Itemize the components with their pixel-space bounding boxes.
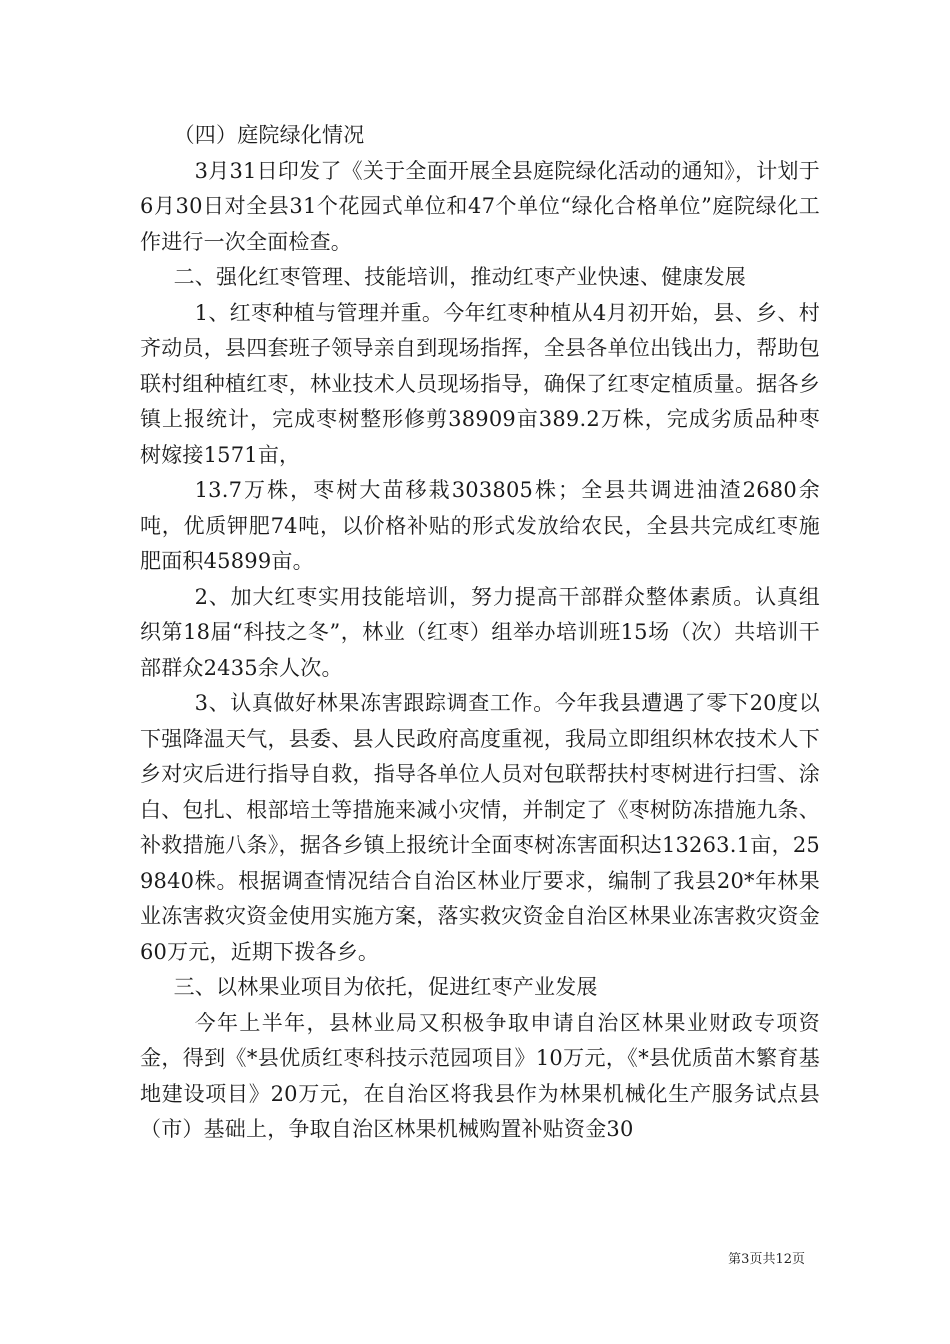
- paragraph-jujube-planting: 1、红枣种植与管理并重。今年红枣种植从4月初开始，县、乡、村齐动员，县四套班子领导亲自到现场指挥，全县各单位出钱出力，帮助包联村组种植红枣，林业技术人员现场指导，确保了红枣定植质量。据各乡镇上报统计，完成枣树整形修剪38909亩389.2万株，完成劣质品种枣树嫁接1571亩，: [140, 300, 820, 467]
- paragraph-skills-training: 2、加大红枣实用技能培训，努力提高干部群众整体素质。认真组织第18届“科技之冬”，林业（红枣）组举办培训班15场（次）共培训干部群众2435余人次。: [140, 584, 820, 680]
- paragraph-project-funding: 今年上半年，县林业局又积极争取申请自治区林果业财政专项资金，得到《*县优质红枣科技示范园项目》10万元，《*县优质苗木繁育基地建设项目》20万元，在自治区将我县作为林果机械化生产服务试点县（市）基础上，争取自治区林果机械购置补贴资金30: [140, 1010, 820, 1141]
- document-body: [140, 118, 820, 1148]
- section-heading-jujube-management: 二、强化红枣管理、技能培训，推动红枣产业快速、健康发展: [173, 265, 746, 289]
- paragraph-courtyard-notice: 3月31日印发了《关于全面开展全县庭院绿化活动的通知》，计划于6月30日对全县31个花园式单位和47个单位“绿化合格单位”庭院绿化工作进行一次全面检查。: [140, 158, 820, 254]
- section-heading-courtyard-greening: （四）庭院绿化情况: [173, 123, 365, 147]
- section-heading-forestry-projects: 三、以林果业项目为依托，促进红枣产业发展: [173, 975, 598, 999]
- paragraph-frost-damage: 3、认真做好林果冻害跟踪调查工作。今年我县遭遇了零下20度以下强降温天气，县委、县人民政府高度重视，我局立即组织林农技术人下乡对灾后进行指导自救，指导各单位人员对包联帮扶村枣树进行扫雪、涂白、包扎、根部培土等措施来减小灾情，并制定了《枣树防冻措施九条、补救措施八条》，据各乡镇上报统计全面枣树冻害面积达13263.1亩，259840株。根据调查情况结合自治区林业厅要求，编制了我县20*年林果业冻害救灾资金使用实施方案，落实救灾资金自治区林果业冻害救灾资金60万元，近期下拨各乡。: [140, 691, 820, 964]
- page-number-footer: 第3页共12页: [728, 1252, 805, 1267]
- paragraph-jujube-transplant: 13.7万株，枣树大苗移栽303805株；全县共调进油渣2680余吨，优质钾肥74吨，以价格补贴的形式发放给农民，全县共完成红枣施肥面积45899亩。: [140, 478, 820, 573]
